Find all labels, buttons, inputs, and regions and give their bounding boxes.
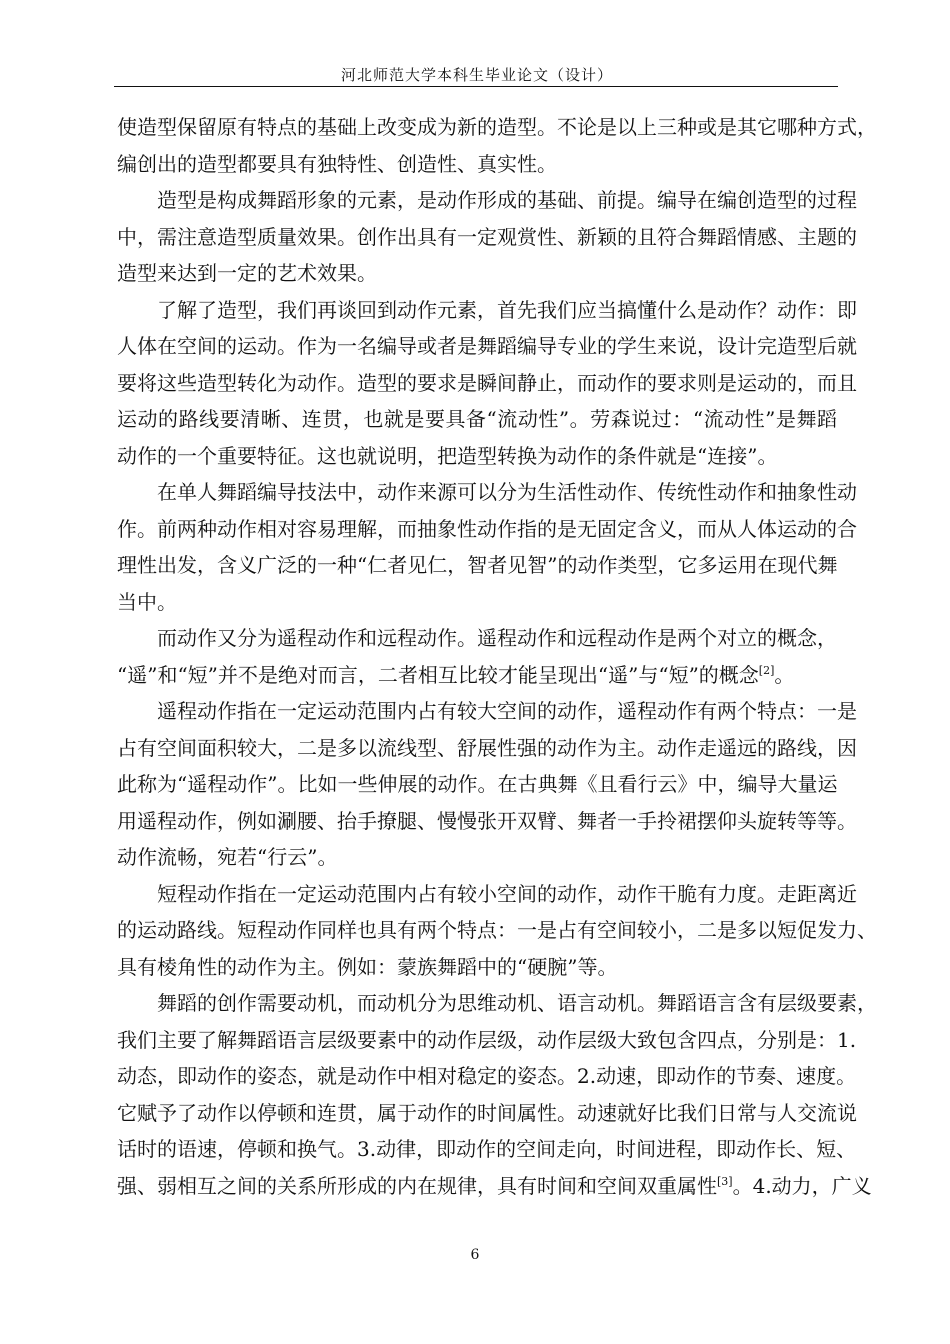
text-line	[117, 839, 837, 876]
line-text: 具有棱角性的动作为主。例如：蒙族舞蹈中的“硬腕”等。	[117, 954, 618, 979]
line-text: 人体在空间的运动。作为一名编导或者是舞蹈编导专业的学生来说，设计完造型后就	[117, 334, 857, 358]
text-line	[117, 803, 857, 840]
line-text: 的运动路线。短程动作同样也具有两个特点：一是占有空间较小，二是多以短促发力、	[117, 918, 877, 942]
text-line	[117, 365, 857, 402]
line-text: 动态，即动作的姿态，就是动作中相对稳定的姿态。2.动速，即动作的节奏、速度。	[117, 1064, 857, 1088]
line-text: 编创出的造型都要具有独特性、创造性、真实性。	[117, 151, 557, 176]
line-text: 它赋予了动作以停顿和连贯，属于动作的时间属性。动速就好比我们日常与人交流说	[117, 1100, 857, 1125]
line-text: 动作流畅，宛若“行云”。	[117, 845, 338, 869]
paragraph	[117, 876, 877, 986]
text-line	[117, 876, 857, 913]
text-line	[117, 766, 837, 803]
header-divider	[114, 86, 838, 87]
running-header: 河北师范大学本科生毕业论文（设计）	[340, 66, 613, 84]
line-text: 当中。	[117, 589, 177, 614]
text-line	[117, 401, 837, 438]
text-line	[117, 620, 837, 657]
text-line	[117, 328, 857, 365]
text-line	[117, 474, 857, 511]
text-line	[117, 584, 837, 621]
line-text: 要将这些造型转化为动作。造型的要求是瞬间静止，而动作的要求则是运动的，而且	[117, 370, 857, 395]
text-line	[117, 949, 837, 986]
paragraph	[117, 292, 857, 475]
line-text: 运动的路线要清晰、连贯，也就是要具备“流动性”。劳森说过：“流动性”是舞蹈	[117, 407, 837, 431]
text-line	[117, 292, 857, 329]
text-line	[117, 1131, 857, 1168]
line-text: 强、弱相互之间的关系所形成的内在规律，具有时间和空间双重属性	[117, 1173, 717, 1198]
line-text: 理性出发，含义广泛的一种“仁者见仁，智者见智”的动作类型，它多运用在现代舞	[117, 553, 838, 577]
text-line	[117, 1095, 857, 1132]
line-text: 舞蹈的创作需要动机，而动机分为思维动机、语言动机。舞蹈语言含有层级要素，	[157, 991, 877, 1015]
text-line	[117, 182, 857, 219]
line-text: 短程动作指在一定运动范围内占有较小空间的动作，动作干脆有力度。走距离近	[157, 881, 857, 906]
line-text: 在单人舞蹈编导技法中，动作来源可以分为生活性动作、传统性动作和抽象性动	[157, 480, 857, 504]
line-text: 遥程动作指在一定运动范围内占有较大空间的动作，遥程动作有两个特点：一是	[157, 699, 857, 723]
line-text: 而动作又分为遥程动作和远程动作。遥程动作和远程动作是两个对立的概念，	[157, 626, 837, 650]
text-line	[117, 985, 877, 1022]
line-text: 占有空间面积较大，二是多以流线型、舒展性强的动作为主。动作走遥远的路线，因	[117, 735, 857, 760]
citation-superscript: [2]	[758, 663, 775, 677]
paragraph	[117, 109, 877, 182]
text-line	[117, 912, 877, 949]
citation-superscript: [3]	[717, 1174, 733, 1188]
text-line	[117, 1058, 857, 1095]
line-text-after: 。	[774, 662, 795, 687]
text-line	[117, 1022, 857, 1059]
paragraph	[117, 985, 877, 1204]
line-text: 话时的语速，停顿和换气。3.动律，即动作的空间走向，时间进程，即动作长、短、	[117, 1137, 857, 1161]
line-text-after: 。4.动力，广义	[732, 1173, 872, 1198]
text-line	[117, 109, 877, 146]
line-text: 作。前两种动作相对容易理解，而抽象性动作指的是无固定含义，而从人体运动的合	[117, 516, 857, 541]
line-text: 使造型保留原有特点的基础上改变成为新的造型。不论是以上三种或是其它哪种方式，	[117, 115, 877, 139]
line-text: 动作的一个重要特征。这也就说明，把造型转换为动作的条件就是“连接”。	[117, 443, 778, 468]
line-text: 中，需注意造型质量效果。创作出具有一定观赏性、新颖的且符合舞蹈情感、主题的	[117, 224, 857, 249]
text-line	[117, 438, 837, 475]
text-line	[117, 255, 837, 292]
paragraph	[117, 182, 857, 292]
text-line	[117, 657, 837, 694]
line-text: 我们主要了解舞蹈语言层级要素中的动作层级，动作层级大致包含四点，分别是：1.	[117, 1027, 857, 1052]
text-line	[117, 547, 837, 584]
line-text: 此称为“遥程动作”。比如一些伸展的动作。在古典舞《且看行云》中，编导大量运	[117, 772, 838, 796]
paragraph	[117, 620, 837, 693]
line-text: 用遥程动作，例如涮腰、抬手撩腿、慢慢张开双臂、舞者一手拎裙摆仰头旋转等等。	[117, 808, 857, 833]
text-line	[117, 219, 857, 256]
line-text: “遥”和“短”并不是绝对而言，二者相互比较才能呈现出“遥”与“短”的概念	[117, 662, 759, 687]
text-line	[117, 146, 837, 183]
text-line	[117, 1168, 872, 1205]
text-line	[117, 730, 857, 767]
text-line	[117, 511, 857, 548]
line-text: 了解了造型，我们再谈回到动作元素，首先我们应当搞懂什么是动作？动作：即	[157, 297, 857, 322]
document-body	[117, 109, 877, 1204]
text-line	[117, 693, 857, 730]
paragraph	[117, 474, 857, 620]
paragraph	[117, 693, 857, 876]
page-number: 6	[470, 1247, 480, 1263]
line-text: 造型是构成舞蹈形象的元素，是动作形成的基础、前提。编导在编创造型的过程	[157, 188, 857, 212]
line-text: 造型来达到一定的艺术效果。	[117, 261, 377, 285]
